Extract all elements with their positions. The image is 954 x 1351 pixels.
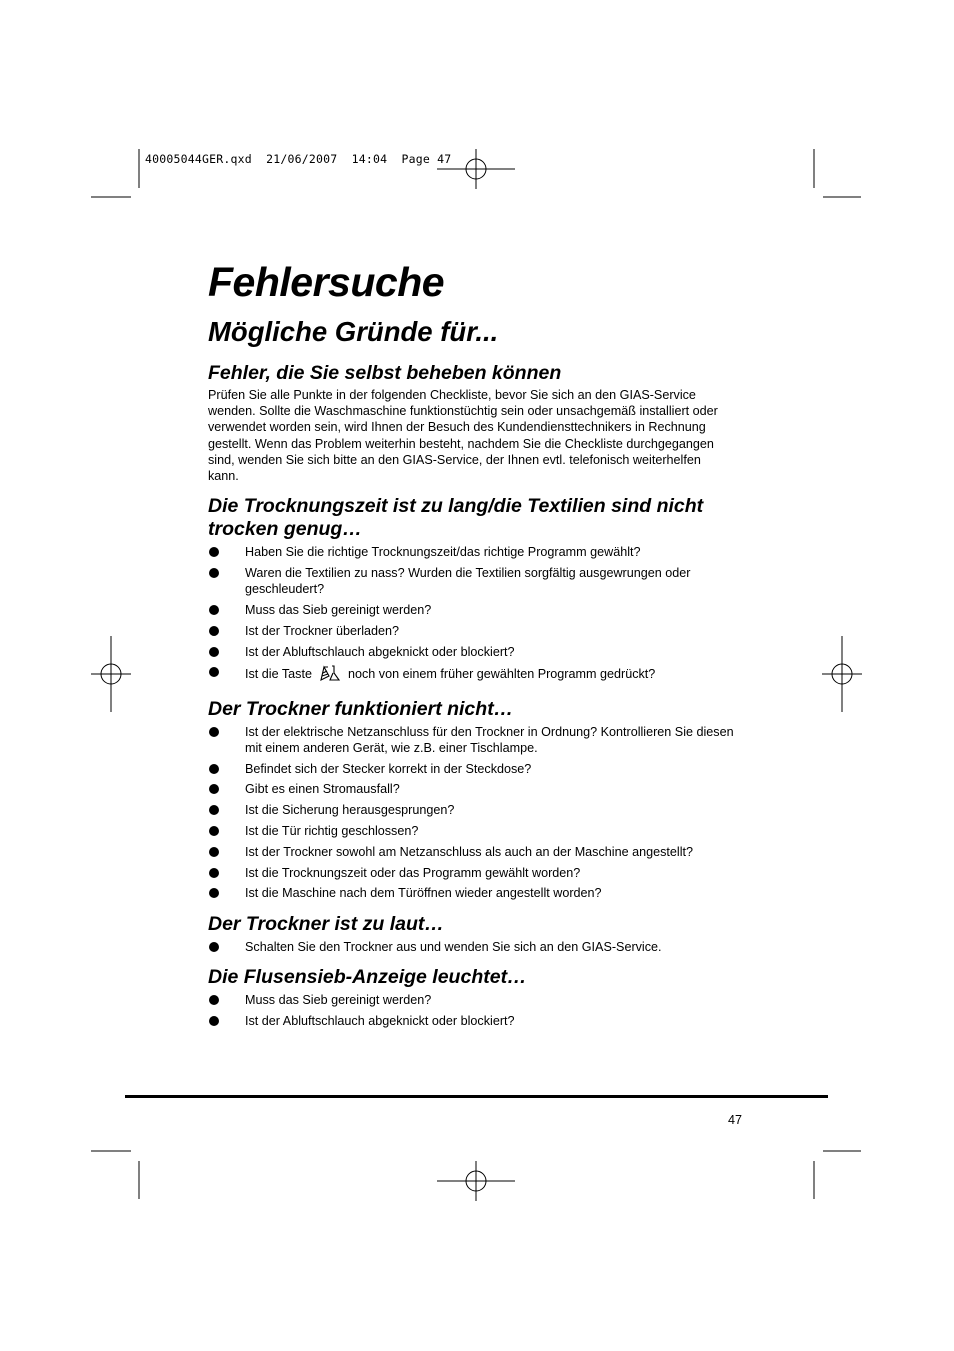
bullet-icon bbox=[209, 888, 219, 898]
bullet-icon bbox=[209, 547, 219, 557]
list-item: Ist der Abluftschlauch abgeknickt oder blockiert? bbox=[208, 644, 745, 660]
bullet-icon bbox=[209, 868, 219, 878]
registration-mark-bottom bbox=[437, 1161, 515, 1201]
list-item: Haben Sie die richtige Trocknungszeit/das richtige Programm gewählt? bbox=[208, 544, 745, 560]
section-drying bbox=[208, 495, 748, 686]
footer-rule bbox=[125, 1095, 828, 1098]
page-content bbox=[208, 258, 748, 1033]
section-loud bbox=[208, 913, 748, 955]
section-lint-indicator bbox=[208, 966, 748, 1029]
bullet-icon bbox=[209, 805, 219, 815]
bullet-icon bbox=[209, 626, 219, 636]
list-item: Waren die Textilien zu nass? Wurden die Textilien sorgfältig ausgewrungen oder geschleudert? bbox=[208, 565, 745, 597]
bullet-icon bbox=[209, 1016, 219, 1026]
bullet-icon bbox=[209, 995, 219, 1005]
bullet-list bbox=[208, 724, 748, 902]
page-title: Fehlersuche bbox=[208, 259, 445, 305]
list-item: Muss das Sieb gereinigt werden? bbox=[208, 992, 745, 1008]
list-item: Ist die Maschine nach dem Türöffnen wieder angestellt worden? bbox=[208, 885, 745, 901]
list-item: Ist der Trockner sowohl am Netzanschluss als auch an der Maschine angestellt? bbox=[208, 844, 745, 860]
page-number: 47 bbox=[728, 1113, 743, 1127]
bullet-icon bbox=[209, 942, 219, 952]
section-heading: Der Trockner funktioniert nicht… bbox=[208, 697, 514, 720]
list-item: Schalten Sie den Trockner aus und wenden Sie sich an den GIAS-Service. bbox=[208, 939, 745, 955]
bullet-icon bbox=[209, 764, 219, 774]
bullet-list bbox=[208, 544, 748, 686]
registration-mark-right bbox=[822, 636, 862, 712]
list-item: Muss das Sieb gereinigt werden? bbox=[208, 602, 745, 618]
iron-symbol-icon bbox=[318, 664, 342, 686]
bullet-icon bbox=[209, 667, 219, 677]
intro-heading: Fehler, die Sie selbst beheben können bbox=[208, 362, 562, 384]
section-heading: Der Trockner ist zu laut… bbox=[208, 912, 444, 935]
section-heading: Die Trocknungszeit ist zu lang/die Textilien sind nicht trocken genug… bbox=[208, 495, 704, 541]
bullet-icon bbox=[209, 568, 219, 578]
section-heading: Die Flusensieb-Anzeige leuchtet… bbox=[208, 965, 527, 988]
list-item: Gibt es einen Stromausfall? bbox=[208, 781, 745, 797]
bullet-icon bbox=[209, 605, 219, 615]
bullet-icon bbox=[209, 727, 219, 737]
bullet-list bbox=[208, 939, 748, 955]
list-item: Ist die Taste noch von einem früher gewählten Programm gedrückt? bbox=[208, 664, 745, 686]
bullet-icon bbox=[209, 647, 219, 657]
list-item: Ist der Abluftschlauch abgeknickt oder blockiert? bbox=[208, 1013, 745, 1029]
print-slug: 40005044GER.qxd 21/06/2007 14:04 Page 47 bbox=[145, 152, 452, 166]
section-not-working bbox=[208, 698, 748, 902]
bullet-icon bbox=[209, 826, 219, 836]
bullet-icon bbox=[209, 847, 219, 857]
bullet-list bbox=[208, 992, 748, 1029]
page-subtitle: Mögliche Gründe für... bbox=[208, 316, 499, 347]
list-item: Befindet sich der Stecker korrekt in der Steckdose? bbox=[208, 761, 745, 777]
intro-paragraph: Prüfen Sie alle Punkte in der folgenden Checkliste, bevor Sie sich an den GIAS-Service wenden. Sollte die Waschmaschine funktionstüchtig sein oder unsachgemäß installiert oder verwendet worden sein, wird Ihnen der Besuch des Kundendiensttechnikers in Rechnung gestellt. Wenn das Problem weiterhin besteht, nachdem Sie die Checkliste durchgegangen sind, wenden Sie sich bitte an den GIAS-Service, der Ihnen evtl. telefonisch weiterhelfen kann. bbox=[208, 388, 718, 484]
list-item: Ist der Trockner überladen? bbox=[208, 623, 745, 639]
registration-mark-left bbox=[91, 636, 131, 712]
list-item: Ist die Tür richtig geschlossen? bbox=[208, 823, 745, 839]
list-item: Ist die Trocknungszeit oder das Programm gewählt worden? bbox=[208, 865, 745, 881]
bullet-icon bbox=[209, 784, 219, 794]
list-item: Ist der elektrische Netzanschluss für den Trockner in Ordnung? Kontrollieren Sie diesen mit einem anderen Gerät, wie z.B. einer Tischlampe. bbox=[208, 724, 745, 756]
list-item: Ist die Sicherung herausgesprungen? bbox=[208, 802, 745, 818]
